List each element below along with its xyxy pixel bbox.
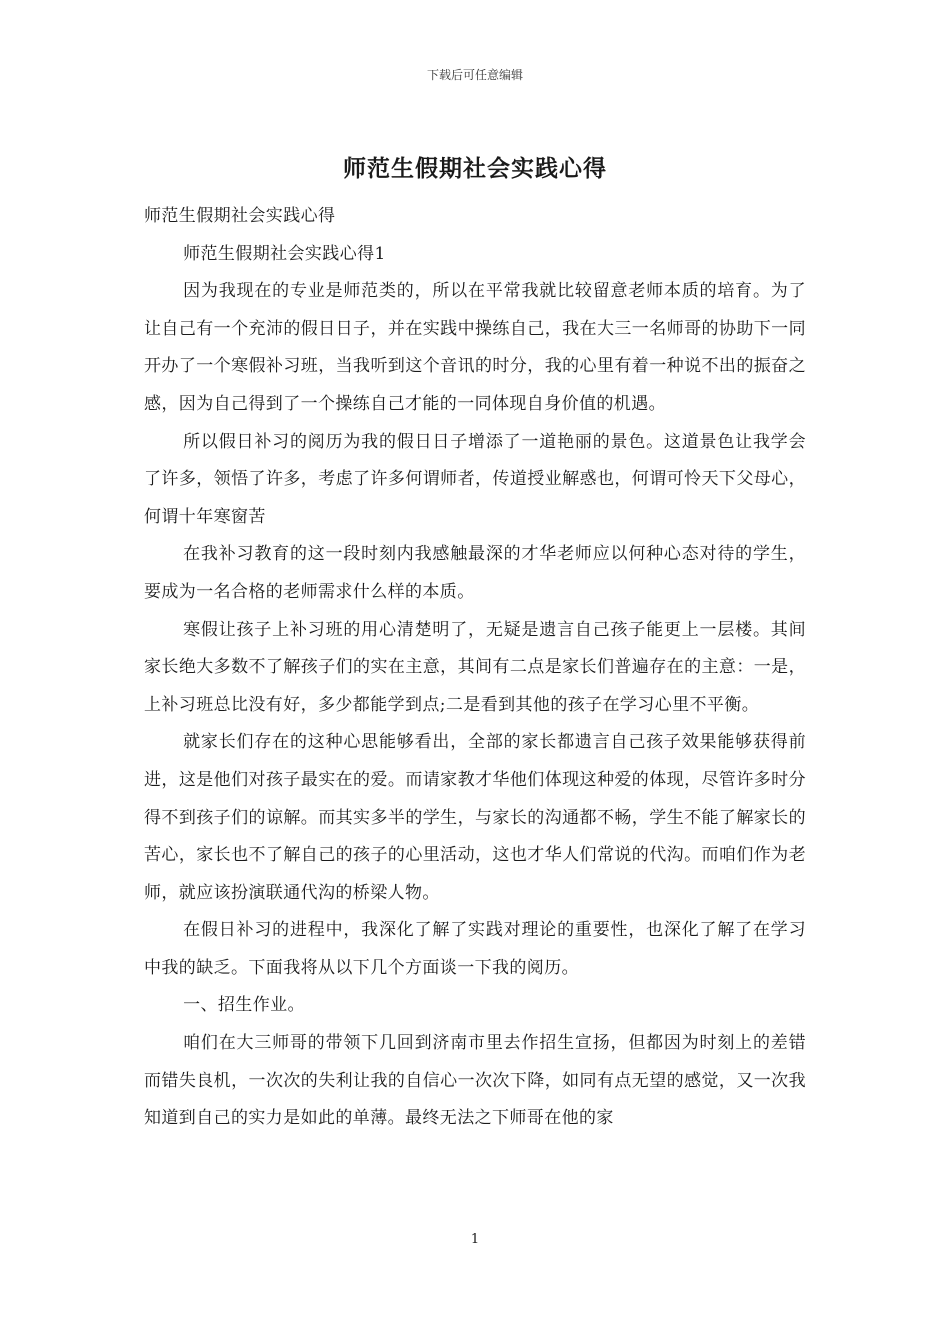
document-title: 师范生假期社会实践心得 <box>343 155 607 182</box>
body-paragraph: 所以假日补习的阅历为我的假日日子增添了一道艳丽的景色。这道景色让我学会了许多，领悟了许多，考虑了许多何谓师者，传道授业解惑也，何谓可怜天下父母心，何谓十年寒窗苦 <box>144 431 806 527</box>
body-paragraph: 在假日补习的进程中，我深化了解了实践对理论的重要性，也深化了解了在学习中我的缺乏。下面我将从以下几个方面谈一下我的阅历。 <box>144 920 806 978</box>
body-paragraph: 就家长们存在的这种心思能够看出，全部的家长都遗言自己孩子效果能够获得前进，这是他们对孩子最实在的爱。而请家教才华他们体现这种爱的体现，尽管许多时分得不到孩子们的谅解。而其实多半的学生，与家长的沟通都不畅，学生不能了解家长的苦心，家长也不了解自己的孩子的心里活动，这也才华人们常说的代沟。而咱们作为老师，就应该扮演联通代沟的桥梁人物。 <box>144 732 806 903</box>
page-header: 下载后可任意编辑 <box>426 68 523 82</box>
subtitle-paragraph: 师范生假期社会实践心得 <box>144 206 336 226</box>
body-paragraph: 寒假让孩子上补习班的用心清楚明了，无疑是遗言自己孩子能更上一层楼。其间家长绝大多数不了解孩子们的实在主意，其间有二点是家长们普遍存在的主意：一是，上补习班总比没有好，多少都能学到点;二是看到其他的孩子在学习心里不平衡。 <box>144 619 806 715</box>
list-heading: 一、招生作业。 <box>183 995 305 1016</box>
section-heading: 师范生假期社会实践心得1 <box>183 243 386 264</box>
document-body <box>144 198 806 1138</box>
body-paragraph: 咱们在大三师哥的带领下几回到济南市里去作招生宣扬，但都因为时刻上的差错而错失良机，一次次的失利让我的自信心一次次下降，如同有点无望的感觉，又一次我知道到自己的实力是如此的单薄。最终无法之下师哥在他的家 <box>144 1033 806 1129</box>
body-paragraph: 因为我现在的专业是师范类的，所以在平常我就比较留意老师本质的培育。为了让自己有一个充沛的假日日子，并在实践中操练自己，我在大三一名师哥的协助下一同开办了一个寒假补习班，当我听到这个音讯的时分，我的心里有着一种说不出的振奋之感，因为自己得到了一个操练自己才能的一同体现自身价值的机遇。 <box>144 281 806 414</box>
page-number: 1 <box>470 1232 480 1247</box>
body-paragraph: 在我补习教育的这一段时刻内我感触最深的才华老师应以何种心态对待的学生，要成为一名合格的老师需求什么样的本质。 <box>144 544 806 602</box>
